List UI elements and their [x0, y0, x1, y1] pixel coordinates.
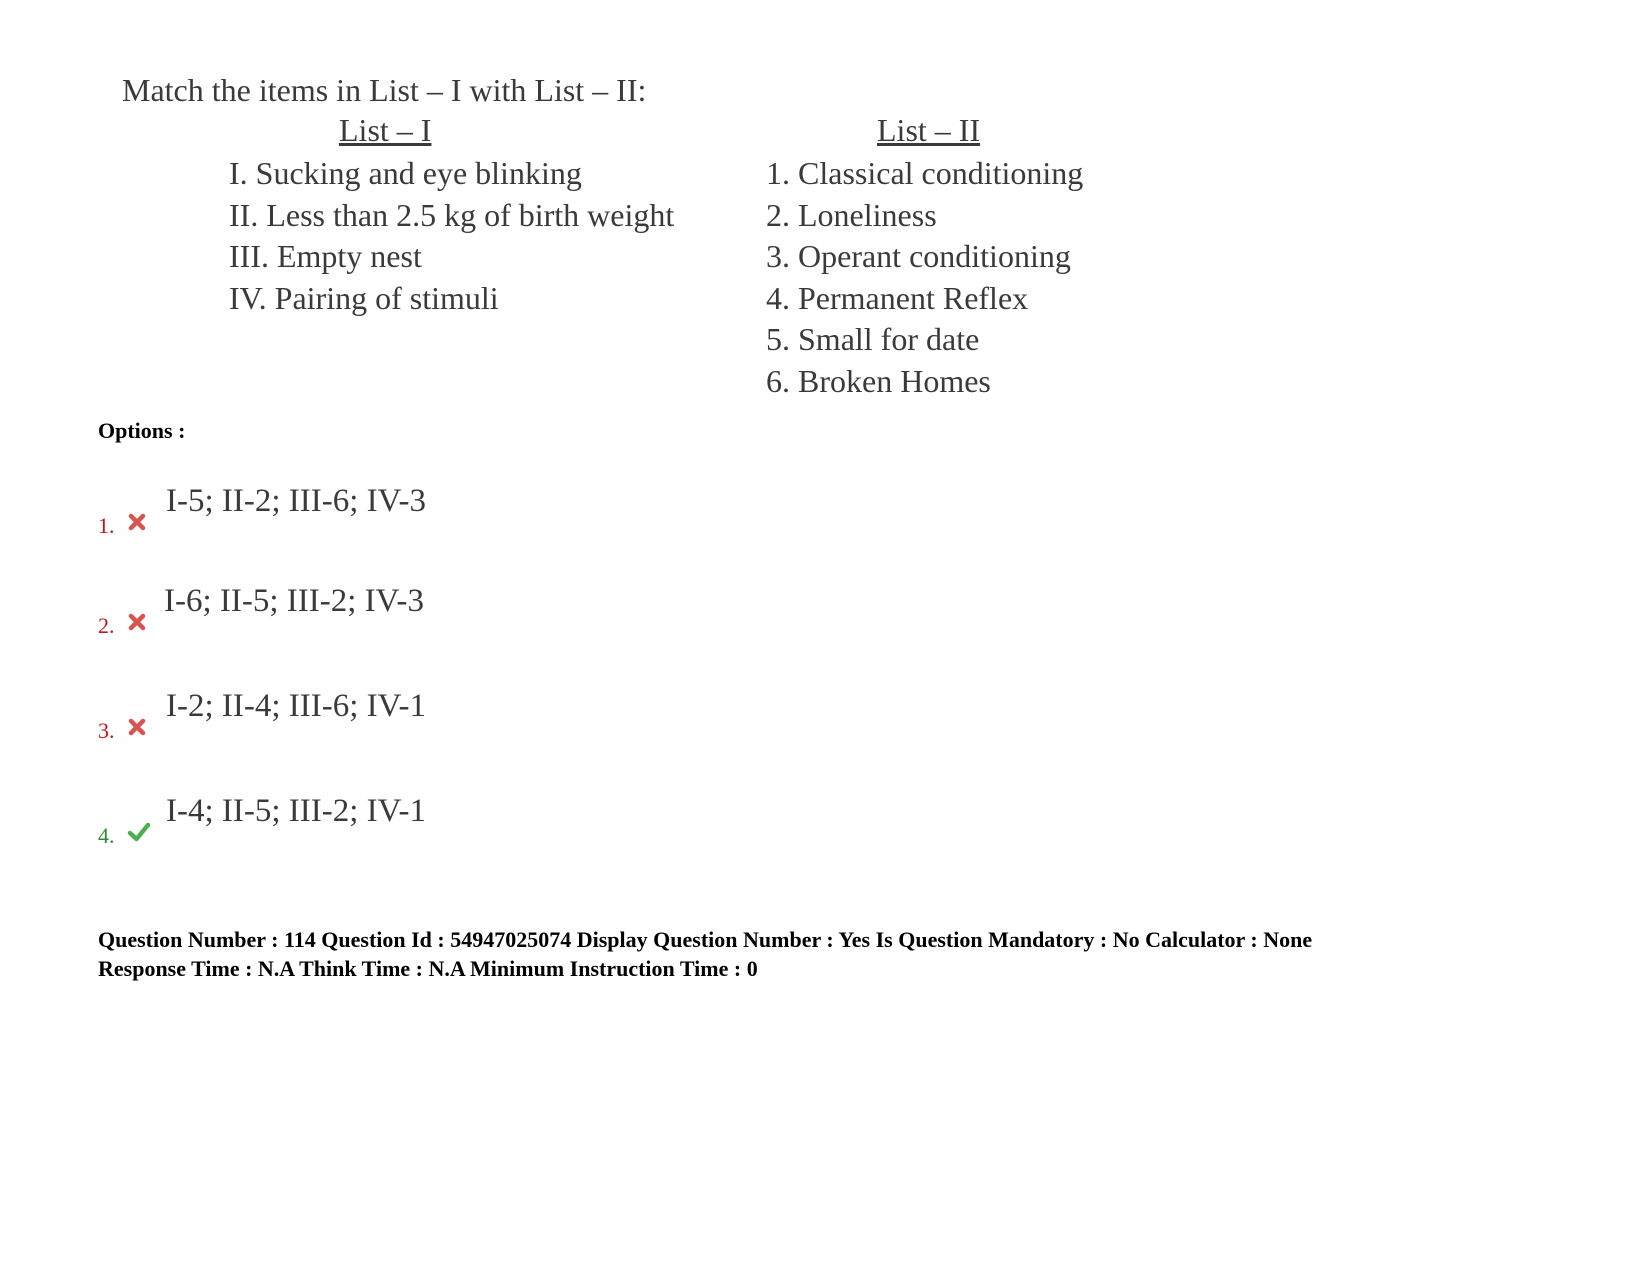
- list-ii-item: 5. Small for date: [766, 321, 980, 357]
- list-ii-item: 2. Loneliness: [766, 196, 937, 233]
- list-i-item: III. Empty nest: [229, 238, 422, 274]
- question-image: [96, 60, 1196, 410]
- cross-icon: [126, 716, 148, 738]
- list-i-item: IV. Pairing of stimuli: [229, 279, 499, 316]
- list-ii-header: List – II: [877, 112, 981, 148]
- cross-icon: [126, 511, 148, 533]
- option-number: 2.: [98, 613, 115, 638]
- list-ii: [766, 153, 1083, 402]
- cross-icon: [126, 611, 148, 633]
- metadata-line: Question Number : 114 Question Id : 54947025074 Display Question Number : Yes Is Question Mandatory : No Calculator : None: [98, 927, 1313, 952]
- question-prompt: Match the items in List – I with List – II:: [122, 72, 647, 108]
- list-i: [229, 153, 674, 319]
- option-text: I-2; II-4; III-6; IV-1: [166, 688, 426, 724]
- check-icon: [126, 821, 152, 843]
- option-number: 3.: [98, 718, 115, 743]
- option-text: I-4; II-5; III-2; IV-1: [166, 793, 426, 829]
- list-ii-item: 3. Operant conditioning: [766, 238, 1071, 274]
- list-i-item: II. Less than 2.5 kg of birth weight: [229, 196, 675, 233]
- option-text: I-6; II-5; III-2; IV-3: [164, 583, 424, 619]
- list-ii-item: 1. Classical conditioning: [766, 155, 1084, 191]
- list-i-item: I. Sucking and eye blinking: [229, 155, 582, 191]
- list-i-header: List – I: [339, 112, 432, 148]
- option-number: 4.: [98, 823, 115, 848]
- options-label: Options :: [98, 418, 186, 443]
- list-ii-item: 4. Permanent Reflex: [766, 279, 1029, 316]
- option-text: I-5; II-2; III-6; IV-3: [166, 483, 426, 519]
- question-metadata: [98, 925, 1312, 983]
- option-number: 1.: [98, 513, 115, 538]
- list-ii-item: 6. Broken Homes: [766, 362, 991, 399]
- metadata-line: Response Time : N.A Think Time : N.A Minimum Instruction Time : 0: [98, 956, 758, 981]
